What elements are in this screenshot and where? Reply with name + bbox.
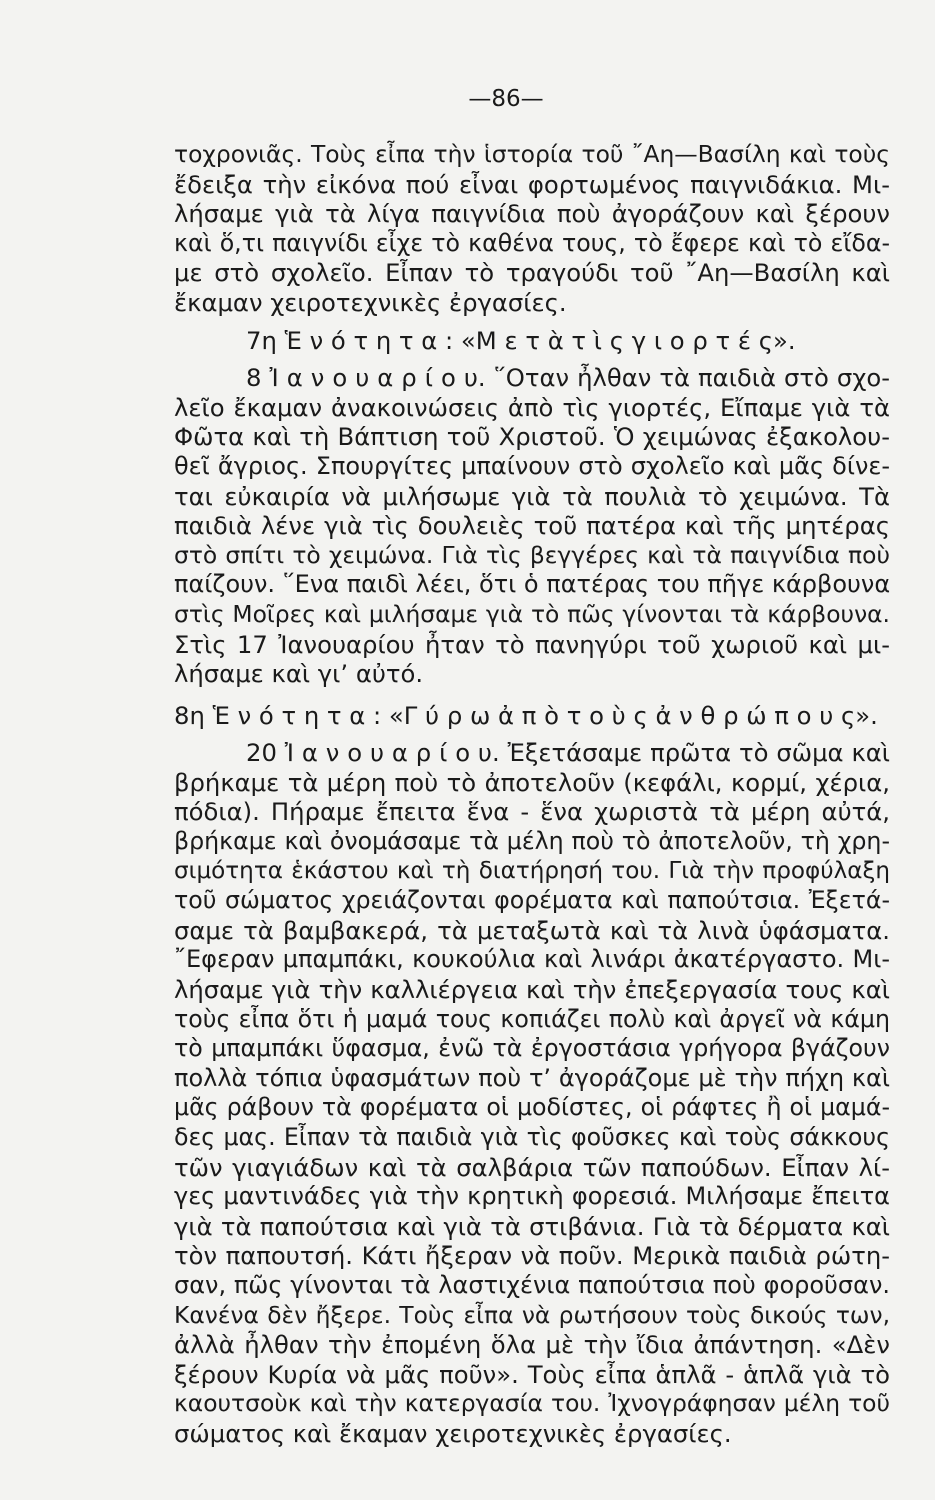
text-line: λήσαμε γιὰ τὴν καλλιέργεια καὶ τὴν ἐπεξεργασία τους καὶ xyxy=(174,975,890,1005)
text-line: παιδιὰ λένε γιὰ τὶς δουλειὲς τοῦ πατέρα καὶ τῆς μητέρας xyxy=(174,511,890,541)
text-line: Κανένα δὲν ἤξερε. Τοὺς εἶπα νὰ ρωτήσουν τοὺς δικούς των, xyxy=(174,1300,890,1329)
text-line: ἔδειξα τὴν εἰκόνα πού εἶναι φορτωμένος παιγνιδάκια. Μι- xyxy=(174,169,890,199)
text-line: παίζουν. ῞Ενα παιδὶ λέει, ὅτι ὁ πατέρας του πῆγε κάρβουνα xyxy=(174,570,891,599)
text-line: καουτσοὺκ καὶ τὴν κατεργασία του. Ἰχνογράφησαν μέλη τοῦ xyxy=(174,1389,890,1418)
text-line: με στὸ σχολεῖο. Εἶπαν τὸ τραγούδι τοῦ ῎Αη—Βασίλη καὶ xyxy=(174,258,890,288)
text-line: λήσαμε καὶ γι’ αὐτό. xyxy=(174,659,424,689)
text-line: τὸν παπουτσή. Κάτι ἤξεραν νὰ ποῦν. Μερικὰ παιδιὰ ρώτη- xyxy=(174,1241,890,1271)
text-line: λήσαμε γιὰ τὰ λίγα παιγνίδια ποὺ ἀγοράζουν καὶ ξέρουν xyxy=(174,199,890,229)
section-heading: 7η Ἑ ν ό τ η τ α : «Μ ε τ ὰ τ ὶ ς γ ι ο ρ τ έ ς». xyxy=(246,325,796,355)
text-line: πολλὰ τόπια ὑφασμάτων ποὺ τ’ ἀγοράζομε μὲ τὴν πήχη καὶ xyxy=(174,1063,890,1092)
text-line: μᾶς ράβουν τὰ φορέματα οἱ μοδίστες, οἱ ράφτες ἢ οἱ μαμά- xyxy=(174,1093,890,1122)
text-line: 20 Ἰ α ν ο υ α ρ ί ο υ. Ἐξετάσαμε πρῶτα τὸ σῶμα καὶ xyxy=(246,738,890,768)
book-page: —86— τοχρονιᾶς. Τοὺς εἶπα τὴν ἱστορία τοῦ ῎Αη—Βασίλη καὶ τοὺς ἔδειξα τὴν εἰκόνα πού εἶναι φορτωμένος παιγνιδάκια. Μι- λήσαμε γιὰ τὰ λίγα παιγνίδια ποὺ ἀγοράζουν καὶ ξέρουν καὶ ὅ,τι παιγνίδι εἶχε τὸ καθένα τους, τὸ ἔφερε καὶ τὸ εἴδα- με στὸ σχολεῖο. Εἶπαν τὸ τραγούδι τοῦ ῎Αη—Βασίλη καὶ ἔκαμαν χειροτεχνικὲς ἐργασίες. 7η Ἑ ν ό τ η τ α : «Μ ε τ ὰ τ ὶ ς γ ι ο ρ τ έ ς». 8 Ἰ α ν ο υ α ρ ί ο υ. ῞Οταν ἦλθαν τὰ παιδιὰ στὸ σχο- λεῖο ἔκαμαν ἀνακοινώσεις ἀπὸ τὶς γιορτές, Εἴπαμε γιὰ τὰ Φῶτα καὶ τὴ Βάπτιση τοῦ Χριστοῦ. Ὁ χειμώνας ἐξακολου- θεῖ ἄγριος. Σπουργίτες μπαίνουν στὸ σχολεῖο καὶ μᾶς δίνε- ται εὐκαιρία νὰ μιλήσωμε γιὰ τὰ πουλιὰ τὸ χειμώνα. Τὰ παιδιὰ λένε γιὰ τὶς δουλειὲς τοῦ πατέρα καὶ τῆς μητέρας στὸ σπίτι τὸ χειμώνα. Γιὰ τὶς βεγγέρες καὶ τὰ παιγνίδια ποὺ παίζουν. ῞Ενα παιδὶ λέει, ὅτι ὁ πατέρας του πῆγε κάρβουνα στὶς Μοῖρες καὶ μιλήσαμε γιὰ τὸ πῶς γίνονται τὰ κάρβουνα. Στὶς 17 Ἰανουαρίου ἦταν τὸ πανηγύρι τοῦ χωριοῦ καὶ μι- λήσαμε καὶ γι’ αὐτό. 8η Ἑ ν ό τ η τ α : «Γ ύ ρ ω ἀ π ὸ τ ο ὺ ς ἀ ν θ ρ ώ π ο υ ς». 20 Ἰ α ν ο υ α ρ ί ο υ. Ἐξετάσαμε πρῶτα τὸ σῶμα καὶ βρήκαμε τὰ μέρη ποὺ τὸ ἀποτελοῦν (κεφάλι, κορμί, χέρια, πόδια). Πήραμε ἔπειτα ἕνα - ἕνα χωριστὰ τὰ μέρη αὐτά, βρήκαμε καὶ ὀνομάσαμε τὰ μέλη ποὺ τὸ ἀποτελοῦν, τὴ χρη- σιμότητα ἑκάστου καὶ τὴ διατήρησή του. Γιὰ τὴν προφύλαξη τοῦ σώματος χρειάζονται φορέματα καὶ παπούτσια. Ἐξετά- σαμε τὰ βαμβακερά, τὰ μεταξωτὰ καὶ τὰ λινὰ ὑφάσματα. ῎Εφεραν μπαμπάκι, κουκούλια καὶ λινάρι ἀκατέργαστο. Μι- λήσαμε γιὰ τὴν καλλιέργεια καὶ τὴν ἐπεξεργασία τους καὶ τοὺς εἶπα ὅτι ἡ μαμά τους κοπιάζει πολὺ καὶ ἀργεῖ νὰ κάμη τὸ μπαμπάκι ὕφασμα, ἐνῶ τὰ ἐργοστάσια γρήγορα βγάζουν πολλὰ τόπια ὑφασμάτων ποὺ τ’ ἀγοράζομε μὲ τὴν πήχη καὶ μᾶς ράβουν τὰ φορέματα οἱ μοδίστες, οἱ ράφτες ἢ οἱ μαμά- δες μας. Εἶπαν τὰ παιδιὰ γιὰ τὶς φοῦσκες καὶ τοὺς σάκκους τῶν γιαγιάδων καὶ τὰ σαλβάρια τῶν παπούδων. Εἶπαν λί- γες μαντινάδες γιὰ τὴν κρητικὴ φορεσιά. Μιλήσαμε ἔπειτα γιὰ τὰ παπούτσια καὶ γιὰ τὰ στιβάνια. Γιὰ τὰ δέρματα καὶ τὸν παπουτσή. Κάτι ἤξεραν νὰ ποῦν. Μερικὰ παιδιὰ ρώτη- σαν, πῶς γίνονται τὰ λαστιχένια παπούτσια ποὺ φοροῦσαν. Κανένα δὲν ἤξερε. Τοὺς εἶπα νὰ ρωτήσουν τοὺς δικούς των, ἀλλὰ ἦλθαν τὴν ἐπομένη ὅλα μὲ τὴν ἴδια ἀπάντηση. «Δὲν ξέρουν Κυρία νὰ μᾶς ποῦν». Τοὺς εἶπα ἁπλᾶ - ἁπλᾶ γιὰ τὸ καουτσοὺκ καὶ τὴν κατεργασία του. Ἰχνογράφησαν μέλη τοῦ σώματος καὶ ἔκαμαν χειροτεχνικὲς ἐργασίες. xyxy=(0,0,935,1500)
text-line: πόδια). Πήραμε ἔπειτα ἕνα - ἕνα χωριστὰ τὰ μέρη αὐτά, xyxy=(174,797,890,827)
text-line: σαν, πῶς γίνονται τὰ λαστιχένια παπούτσια ποὺ φοροῦσαν. xyxy=(174,1270,890,1299)
text-line: θεῖ ἄγριος. Σπουργίτες μπαίνουν στὸ σχολεῖο καὶ μᾶς δίνε- xyxy=(174,451,890,480)
text-line: τῶν γιαγιάδων καὶ τὰ σαλβάρια τῶν παπούδων. Εἶπαν λί- xyxy=(174,1152,890,1182)
spacer xyxy=(174,318,890,326)
text-line: καὶ ὅ,τι παιγνίδι εἶχε τὸ καθένα τους, τὸ ἔφερε καὶ τὸ εἴδα- xyxy=(174,228,890,257)
text-line: στὶς Μοῖρες καὶ μιλήσαμε γιὰ τὸ πῶς γίνονται τὰ κάρβουνα. xyxy=(174,599,890,628)
text-line: 8 Ἰ α ν ο υ α ρ ί ο υ. ῞Οταν ἦλθαν τὰ παιδιὰ στὸ σχο- xyxy=(246,363,890,393)
text-line: γιὰ τὰ παπούτσια καὶ γιὰ τὰ στιβάνια. Γιὰ τὰ δέρματα καὶ xyxy=(174,1211,890,1241)
text-line: ται εὐκαιρία νὰ μιλήσωμε γιὰ τὰ πουλιὰ τὸ χειμώνα. Τὰ xyxy=(174,481,890,511)
text-line: γες μαντινάδες γιὰ τὴν κρητικὴ φορεσιά. Μιλήσαμε ἔπειτα xyxy=(174,1182,890,1211)
section-heading: 8η Ἑ ν ό τ η τ α : «Γ ύ ρ ω ἀ π ὸ τ ο ὺ ς ἀ ν θ ρ ώ π ο υ ς». xyxy=(174,700,878,730)
text-line: ῎Εφεραν μπαμπάκι, κουκούλια καὶ λινάρι ἀκατέργαστο. Μι- xyxy=(174,945,890,974)
text-line: σιμότητα ἑκάστου καὶ τὴ διατήρησή του. Γιὰ τὴν προφύλαξη xyxy=(174,857,890,884)
body-text xyxy=(174,140,890,1449)
text-line: τοῦ σώματος χρειάζονται φορέματα καὶ παπούτσια. Ἐξετά- xyxy=(174,886,890,915)
text-line: σαμε τὰ βαμβακερά, τὰ μεταξωτὰ καὶ τὰ λινὰ ὑφάσματα. xyxy=(174,915,890,945)
text-line: δες μας. Εἶπαν τὰ παιδιὰ γιὰ τὶς φοῦσκες καὶ τοὺς σάκκους xyxy=(174,1123,890,1151)
spacer xyxy=(174,689,890,701)
text-line: βρήκαμε καὶ ὀνομάσαμε τὰ μέλη ποὺ τὸ ἀποτελοῦν, τὴ χρη- xyxy=(174,827,890,856)
text-line: τοχρονιᾶς. Τοὺς εἶπα τὴν ἱστορία τοῦ ῎Αη—Βασίλη καὶ τοὺς xyxy=(174,140,890,168)
text-line: τὸ μπαμπάκι ὕφασμα, ἐνῶ τὰ ἐργοστάσια γρήγορα βγάζουν xyxy=(174,1034,890,1063)
text-line: στὸ σπίτι τὸ χειμώνα. Γιὰ τὶς βεγγέρες καὶ τὰ παιγνίδια ποὺ xyxy=(174,540,890,569)
text-line: ἀλλὰ ἦλθαν τὴν ἐπομένη ὅλα μὲ τὴν ἴδια ἀπάντηση. «Δὲν xyxy=(174,1330,890,1360)
text-line: λεῖο ἔκαμαν ἀνακοινώσεις ἀπὸ τὶς γιορτές, Εἴπαμε γιὰ τὰ xyxy=(174,392,890,422)
text-line: Στὶς 17 Ἰανουαρίου ἦταν τὸ πανηγύρι τοῦ χωριοῦ καὶ μι- xyxy=(174,629,890,659)
spacer xyxy=(174,355,890,363)
text-line: σώματος καὶ ἔκαμαν χειροτεχνικὲς ἐργασίες. xyxy=(174,1418,732,1448)
text-line: Φῶτα καὶ τὴ Βάπτιση τοῦ Χριστοῦ. Ὁ χειμώνας ἐξακολου- xyxy=(174,422,890,452)
text-line: βρήκαμε τὰ μέρη ποὺ τὸ ἀποτελοῦν (κεφάλι, κορμί, χέρια, xyxy=(174,767,890,797)
text-line: ξέρουν Κυρία νὰ μᾶς ποῦν». Τοὺς εἶπα ἁπλᾶ - ἁπλᾶ γιὰ τὸ xyxy=(174,1359,890,1389)
text-line: ἔκαμαν χειροτεχνικὲς ἐργασίες. xyxy=(174,287,567,317)
spacer xyxy=(174,730,890,738)
text-line: τοὺς εἶπα ὅτι ἡ μαμά τους κοπιάζει πολὺ καὶ ἀργεῖ νὰ κάμη xyxy=(174,1004,890,1033)
